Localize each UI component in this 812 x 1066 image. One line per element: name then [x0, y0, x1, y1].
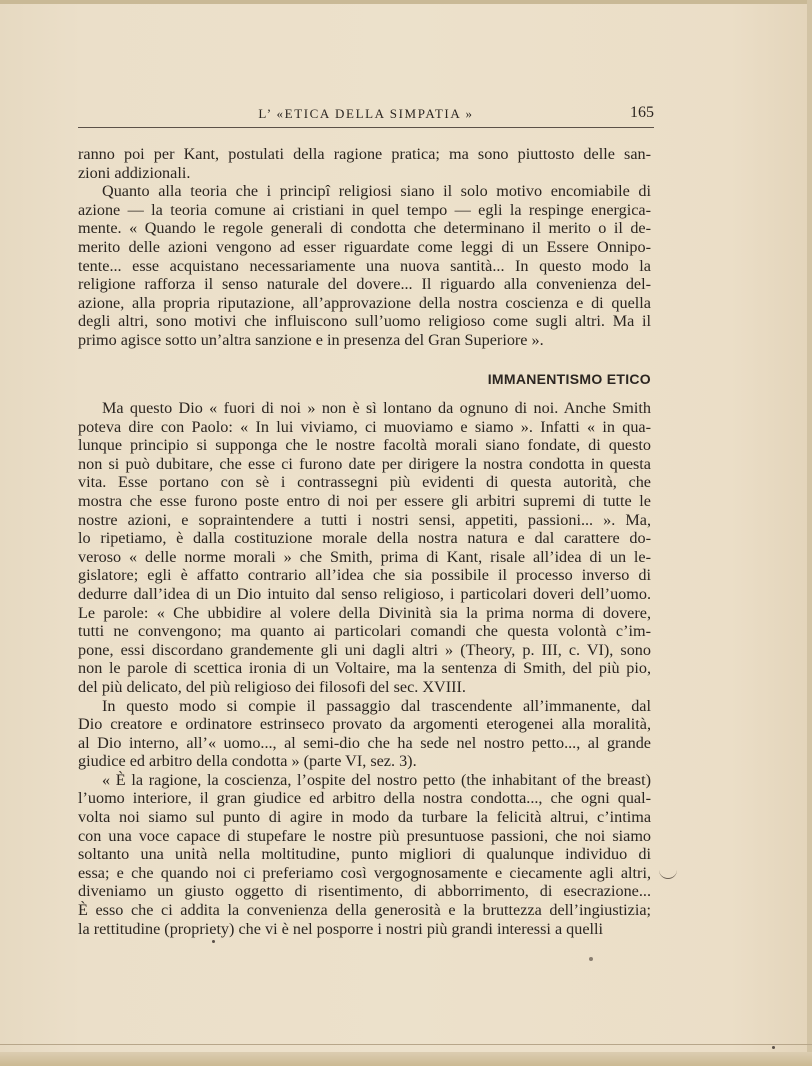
text-line: volta noi siamo sul punto di agire in modo da turbare la felicità altrui, c’intima — [78, 808, 651, 827]
text-line: mente. « Quando le regole generali di condotta che determinano il merito o il de- — [78, 219, 651, 238]
text-line: con una voce capace di stupefare le nostre più presuntuose passioni, che noi siamo — [78, 826, 651, 845]
page-top-edge — [0, 0, 812, 4]
body-text-bottom — [78, 399, 651, 938]
text-line: la rettitudine (propriety) che vi è nel posporre i nostri più grandi interessi a quelli — [78, 919, 604, 938]
text-line: merito delle azioni vengono ad esser riguardate come leggi di un Essere Onnipo- — [78, 237, 651, 256]
text-line: È esso che ci addita la convenienza della generosità e la bruttezza dell’ingiustizia; — [78, 901, 651, 920]
text-line: primo agisce sotto un’altra sanzione e in presenza del Gran Superiore ». — [78, 330, 544, 349]
text-line: essa; e che quando noi ci preferiamo così vergognosamente e ciecamente agli altri, — [78, 863, 651, 882]
page-right-edge — [807, 0, 812, 1066]
print-speck — [772, 1046, 775, 1049]
text-line: ranno poi per Kant, postulati della ragione pratica; ma sono piuttosto delle san- — [78, 145, 651, 163]
text-line: al Dio interno, all’« uomo..., al semi-dio che ha sede nel nostro petto..., al grande — [78, 733, 651, 752]
text-line: dedurre dall’idea di un Dio intuito dal senso religioso, i particolari doveri dell’uomo. — [78, 584, 651, 603]
text-line: tutti ne convengono; ma quanto ai particolari comandi che questa volontà c’im- — [78, 622, 651, 641]
text-line: gislatore; egli è affatto contrario all’idea che sia possibile il processo inverso di — [78, 566, 651, 585]
section-title: IMMANENTISMO ETICO — [487, 371, 651, 387]
text-line: Quanto alla teoria che i principî religiosi siano il solo motivo encomiabile di — [102, 182, 651, 201]
text-line: Le parole: « Che ubbidire al volere della Divinità sia la prima norma di dovere, — [78, 603, 651, 622]
page-bottom-edge — [0, 1052, 812, 1066]
text-line: degli altri, sono motivi che influiscono sull’uomo religioso come sugli altri. Ma il — [78, 312, 651, 331]
text-line: lunque principio si supponga che le nostre facoltà morali siano fondate, di questo — [78, 436, 651, 455]
text-line: zioni addizionali. — [78, 163, 191, 182]
text-line: nostre azioni, e sopraintendere a tutti i nostri sensi, appetiti, passioni... ». Ma, — [78, 510, 651, 529]
text-line: In questo modo si compie il passaggio dal trascendente all’immanente, dal — [102, 696, 651, 715]
text-line: non si può dubitare, che esse ci furono date per dirigere la nostra condotta in questa — [78, 454, 651, 473]
text-line: Dio creatore e ordinatore estrinseco provato da argomenti eterogenei alla moralità, — [78, 715, 651, 734]
margin-pencil-mark — [659, 866, 677, 879]
text-line: diveniamo un giusto oggetto di risentimento, di abborrimento, di esecrazione... — [78, 882, 651, 901]
body-text-top — [78, 145, 651, 350]
page-number: 165 — [630, 104, 654, 121]
text-line: l’uomo interiore, il gran giudice ed arbitro della nostra condotta..., che ogni qual- — [78, 789, 651, 808]
text-line: non le parole di scettica ironia di un Voltaire, ma la sentenza di Smith, del più pio, — [78, 659, 651, 678]
text-line: veroso « delle norme morali » che Smith, prima di Kant, risale all’idea di un le- — [78, 547, 651, 566]
text-line: mostra che esse furono poste entro di noi per essere gli arbitri supremi di tutte le — [78, 491, 651, 510]
text-line: pone, essi discordano grandemente gli uni dagli altri » (Theory, p. III, c. VI), sono — [78, 640, 651, 659]
text-line: religione rafforza il senso naturale del dovere... Il riguardo alla convenienza del- — [78, 275, 651, 294]
text-line: lo ripetiamo, è dalla costituzione morale della nostra natura e dal carattere do- — [78, 529, 651, 548]
header-rule — [78, 127, 654, 128]
text-line: vita. Esse portano con sè i contrassegni più evidenti di questa autorità, che — [78, 473, 651, 492]
text-line: poteva dire con Paolo: « In lui viviamo, ci muoviamo e siamo ». Infatti « in qua- — [78, 417, 651, 436]
page-header — [78, 104, 654, 124]
text-line: del più delicato, del più religioso dei filosofi del sec. XVIII. — [78, 677, 466, 696]
print-speck — [212, 940, 215, 943]
text-line: tente... esse acquistano necessariamente una nuova santità... In questo modo la — [78, 256, 651, 275]
text-line: soltanto una unità nella moltitudine, punto migliori di qualunque individuo di — [78, 845, 651, 864]
print-speck — [589, 957, 593, 961]
running-head: L’ «ETICA DELLA SIMPATIA » — [258, 106, 474, 121]
text-line: azione, alla propria riputazione, all’approvazione della nostra coscienza e di quella — [78, 293, 651, 312]
page-fold-line — [0, 1044, 812, 1045]
text-line: Ma questo Dio « fuori di noi » non è sì lontano da ognuno di noi. Anche Smith — [102, 399, 651, 417]
text-line: « È la ragione, la coscienza, l’ospite del nostro petto (the inhabitant of the breast) — [102, 770, 651, 789]
text-line: azione — la teoria comune ai cristiani in quel tempo — egli la respinge energica- — [78, 200, 651, 219]
text-line: giudice ed arbitro della condotta » (parte VI, sez. 3). — [78, 752, 417, 771]
